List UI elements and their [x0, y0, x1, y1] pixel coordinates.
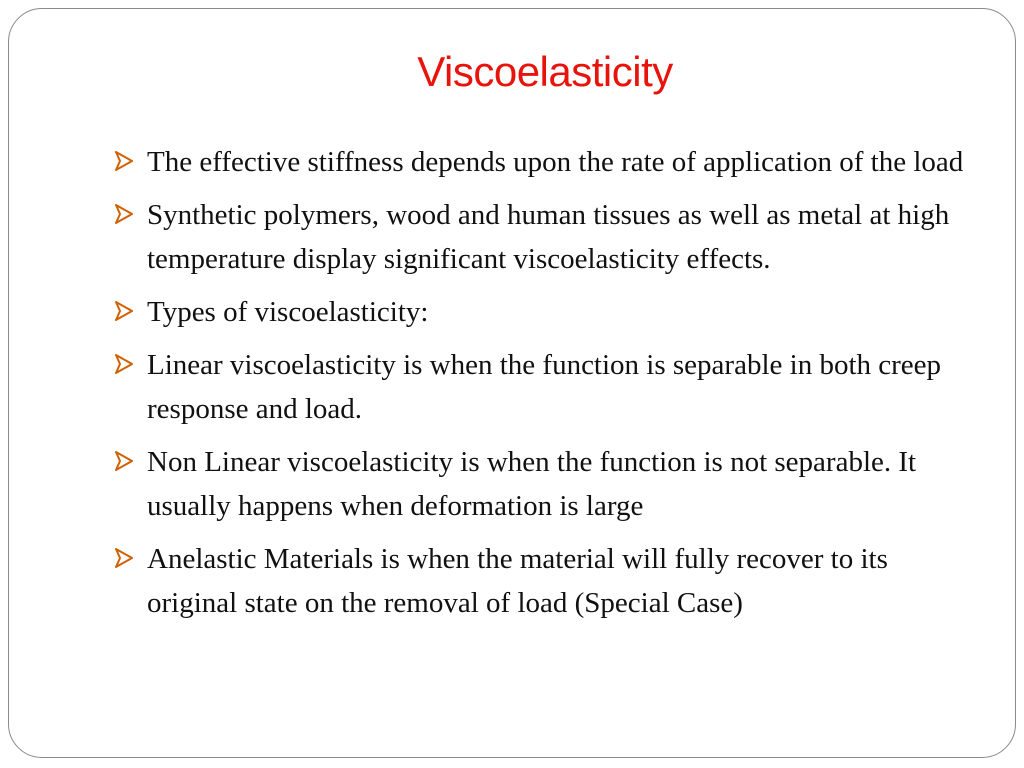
- bullet-item: [111, 537, 981, 625]
- bullet-item: [111, 440, 981, 528]
- bullet-text: The effective stiffness depends upon the rate of application of the load: [147, 146, 964, 178]
- arrowhead-bullet-icon: [111, 201, 137, 227]
- bullet-text: Anelastic Materials is when the material will fully recover to its original state on the removal of load (Special Case): [147, 543, 888, 619]
- bullet-item: [111, 193, 981, 281]
- bullet-text: Linear viscoelasticity is when the function is separable in both creep response and load.: [147, 349, 942, 425]
- slide-frame: [8, 8, 1016, 758]
- bullet-item: [111, 343, 981, 431]
- arrowhead-bullet-icon: [111, 298, 137, 324]
- bullet-item: [111, 140, 981, 184]
- bullet-text: Types of viscoelasticity:: [147, 296, 429, 328]
- arrowhead-bullet-icon: [111, 351, 137, 377]
- arrowhead-bullet-icon: [111, 148, 137, 174]
- bullet-item: [111, 290, 981, 334]
- bullet-text: Synthetic polymers, wood and human tissues as well as metal at high temperature display significant viscoelasticity effects.: [147, 199, 950, 275]
- bullet-text: Non Linear viscoelasticity is when the function is not separable. It usually happens when deformation is large: [147, 446, 917, 522]
- arrowhead-bullet-icon: [111, 545, 137, 571]
- bullet-list: [111, 140, 981, 634]
- arrowhead-bullet-icon: [111, 448, 137, 474]
- slide-title: Viscoelasticity: [417, 48, 673, 95]
